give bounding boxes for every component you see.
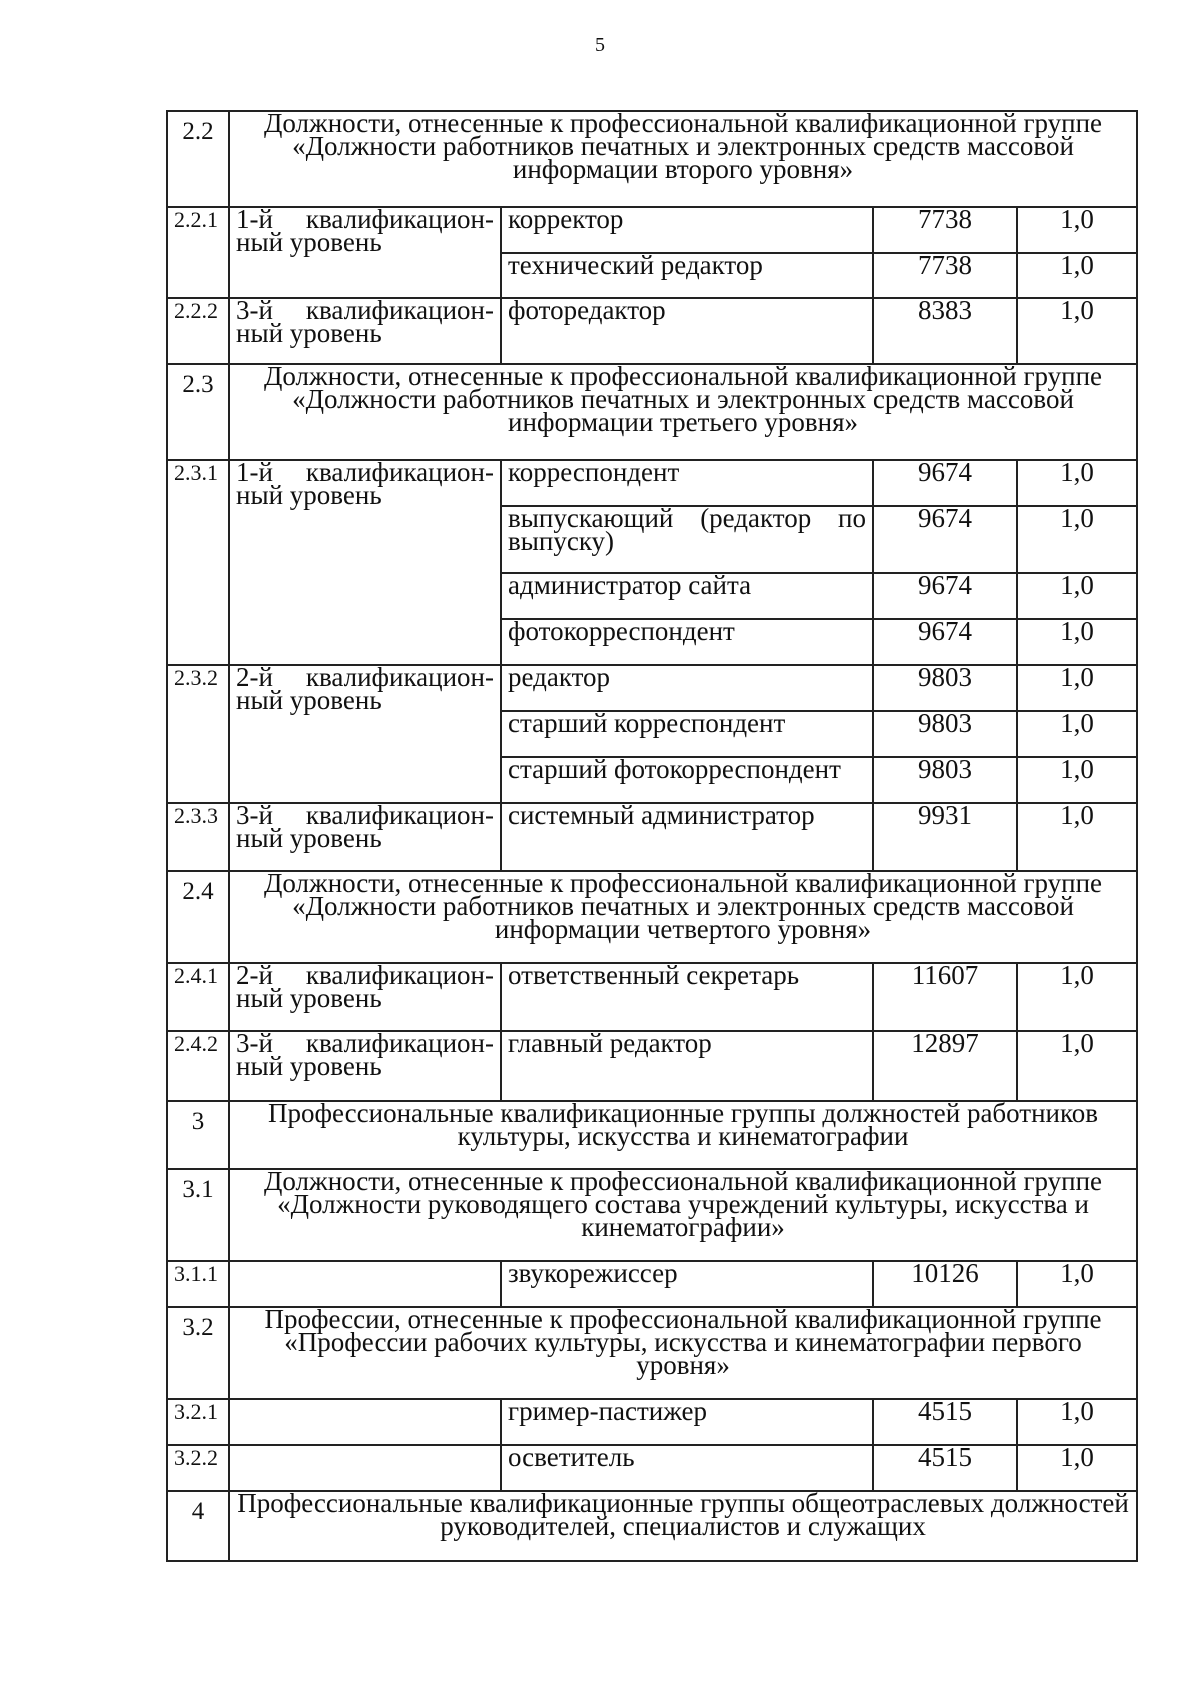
salary-value: 10126 bbox=[873, 1261, 1017, 1307]
qualification-level: 1-й квалификацион- ный уровень bbox=[229, 460, 501, 665]
group-row bbox=[167, 1491, 1137, 1561]
group-title: Должности, отнесенные к профессиональной квалификационной группе «Должности работников печатных и электронных средств массовой информации четвертого уровня» bbox=[229, 871, 1137, 963]
position-name: администратор сайта bbox=[501, 573, 873, 619]
row-code: 2.3.2 bbox=[167, 665, 229, 803]
salary-value: 12897 bbox=[873, 1031, 1017, 1101]
salary-value: 9803 bbox=[873, 711, 1017, 757]
coefficient-value: 1,0 bbox=[1017, 460, 1137, 506]
row-code: 2.3.1 bbox=[167, 460, 229, 665]
coefficient-value: 1,0 bbox=[1017, 963, 1137, 1031]
position-name: старший фотокорреспондент bbox=[501, 757, 873, 803]
row-code: 3.2.2 bbox=[167, 1445, 229, 1491]
position-name: выпускающий (редактор по выпуску) bbox=[501, 506, 873, 573]
table-row bbox=[167, 963, 1137, 1031]
coefficient-value: 1,0 bbox=[1017, 506, 1137, 573]
row-code: 3.1.1 bbox=[167, 1261, 229, 1307]
position-name: звукорежиссер bbox=[501, 1261, 873, 1307]
position-name: осветитель bbox=[501, 1445, 873, 1491]
qualification-level bbox=[229, 1399, 501, 1445]
position-name: ответственный секретарь bbox=[501, 963, 873, 1031]
position-name: старший корреспондент bbox=[501, 711, 873, 757]
coefficient-value: 1,0 bbox=[1017, 619, 1137, 665]
row-code: 2.2 bbox=[167, 111, 229, 207]
group-row bbox=[167, 1101, 1137, 1169]
table-row bbox=[167, 1031, 1137, 1101]
salary-value: 4515 bbox=[873, 1445, 1017, 1491]
coefficient-value: 1,0 bbox=[1017, 803, 1137, 871]
row-code: 2.4.2 bbox=[167, 1031, 229, 1101]
group-row bbox=[167, 111, 1137, 207]
row-code: 2.2.2 bbox=[167, 298, 229, 364]
salary-value: 9803 bbox=[873, 665, 1017, 711]
coefficient-value: 1,0 bbox=[1017, 1399, 1137, 1445]
row-code: 4 bbox=[167, 1491, 229, 1561]
table-row bbox=[167, 1399, 1137, 1445]
position-name: системный администратор bbox=[501, 803, 873, 871]
table-row bbox=[167, 460, 1137, 506]
coefficient-value: 1,0 bbox=[1017, 757, 1137, 803]
coefficient-value: 1,0 bbox=[1017, 1031, 1137, 1101]
group-title: Должности, отнесенные к профессиональной квалификационной группе «Должности работников печатных и электронных средств массовой информации третьего уровня» bbox=[229, 364, 1137, 460]
position-name: корреспондент bbox=[501, 460, 873, 506]
qualification-level: 3-й квалификацион- ный уровень bbox=[229, 1031, 501, 1101]
qualification-level: 2-й квалификацион- ный уровень bbox=[229, 963, 501, 1031]
qualification-level bbox=[229, 1261, 501, 1307]
qualification-level bbox=[229, 1445, 501, 1491]
position-name: фотокорреспондент bbox=[501, 619, 873, 665]
salary-value: 9674 bbox=[873, 619, 1017, 665]
coefficient-value: 1,0 bbox=[1017, 207, 1137, 253]
salary-value: 9674 bbox=[873, 573, 1017, 619]
row-code: 3 bbox=[167, 1101, 229, 1169]
table-row bbox=[167, 298, 1137, 364]
row-code: 2.4 bbox=[167, 871, 229, 963]
qualification-level: 2-й квалификацион- ный уровень bbox=[229, 665, 501, 803]
position-name: технический редактор bbox=[501, 253, 873, 298]
coefficient-value: 1,0 bbox=[1017, 1261, 1137, 1307]
row-code: 2.2.1 bbox=[167, 207, 229, 298]
group-row bbox=[167, 1169, 1137, 1261]
salary-value: 11607 bbox=[873, 963, 1017, 1031]
table-row bbox=[167, 803, 1137, 871]
position-name: гример-пастижер bbox=[501, 1399, 873, 1445]
salary-table bbox=[166, 110, 1138, 1562]
group-row bbox=[167, 364, 1137, 460]
row-code: 3.2 bbox=[167, 1307, 229, 1399]
group-title: Профессиональные квалификационные группы общеотраслевых должностей руководителей, специалистов и служащих bbox=[229, 1491, 1137, 1561]
salary-value: 9674 bbox=[873, 460, 1017, 506]
row-code: 3.1 bbox=[167, 1169, 229, 1261]
position-name: фоторедактор bbox=[501, 298, 873, 364]
coefficient-value: 1,0 bbox=[1017, 1445, 1137, 1491]
page-number: 5 bbox=[595, 34, 605, 56]
position-name: корректор bbox=[501, 207, 873, 253]
group-title: Должности, отнесенные к профессиональной квалификационной группе «Должности руководящего состава учреждений культуры, искусства и кинематографии» bbox=[229, 1169, 1137, 1261]
qualification-level: 1-й квалификацион- ный уровень bbox=[229, 207, 501, 298]
position-name: главный редактор bbox=[501, 1031, 873, 1101]
coefficient-value: 1,0 bbox=[1017, 573, 1137, 619]
salary-value: 4515 bbox=[873, 1399, 1017, 1445]
coefficient-value: 1,0 bbox=[1017, 298, 1137, 364]
coefficient-value: 1,0 bbox=[1017, 665, 1137, 711]
row-code: 2.3 bbox=[167, 364, 229, 460]
table-row bbox=[167, 1445, 1137, 1491]
group-row bbox=[167, 1307, 1137, 1399]
group-row bbox=[167, 871, 1137, 963]
salary-value: 9931 bbox=[873, 803, 1017, 871]
row-code: 3.2.1 bbox=[167, 1399, 229, 1445]
salary-value: 8383 bbox=[873, 298, 1017, 364]
salary-value: 9674 bbox=[873, 506, 1017, 573]
row-code: 2.3.3 bbox=[167, 803, 229, 871]
salary-value: 7738 bbox=[873, 253, 1017, 298]
group-title: Должности, отнесенные к профессиональной квалификационной группе «Должности работников печатных и электронных средств массовой информации второго уровня» bbox=[229, 111, 1137, 207]
qualification-level: 3-й квалификацион- ный уровень bbox=[229, 298, 501, 364]
table-row bbox=[167, 1261, 1137, 1307]
qualification-level: 3-й квалификацион- ный уровень bbox=[229, 803, 501, 871]
table-row bbox=[167, 665, 1137, 711]
salary-value: 7738 bbox=[873, 207, 1017, 253]
position-name: редактор bbox=[501, 665, 873, 711]
coefficient-value: 1,0 bbox=[1017, 711, 1137, 757]
row-code: 2.4.1 bbox=[167, 963, 229, 1031]
coefficient-value: 1,0 bbox=[1017, 253, 1137, 298]
group-title: Профессии, отнесенные к профессиональной квалификационной группе «Профессии рабочих культуры, искусства и кинематографии первого уровня» bbox=[229, 1307, 1137, 1399]
salary-value: 9803 bbox=[873, 757, 1017, 803]
table-row bbox=[167, 207, 1137, 253]
group-title: Профессиональные квалификационные группы должностей работников культуры, искусства и кинематографии bbox=[229, 1101, 1137, 1169]
